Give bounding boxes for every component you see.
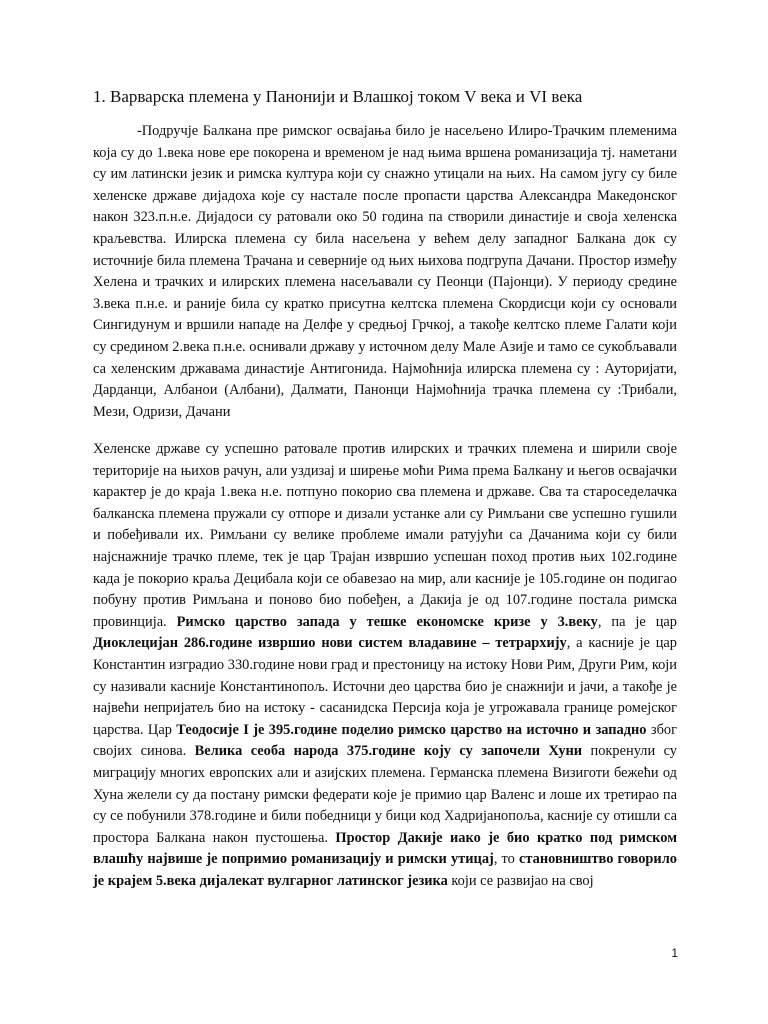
bold-text-run: Велика сеоба народа 375.године коју су започели Хуни xyxy=(194,743,583,760)
bold-text-run: становништво говорило је крајем 5.века дијалекат вулгарног латинског језика xyxy=(93,851,677,889)
text-run: , а касније је цар Константин изградио 330.године нови град и престоницу на истоку Нови Рим, Други Рим, који су називали касније Константинопољ. Источни део царства био је снажнији и јачи, а такође је највећи непријатељ био на истоку - сасанидска Персија која је угрожавала границе ромејског царства. Цар xyxy=(93,635,678,738)
bold-text-run: Теодосије I је 395.године поделио римско царство на источно и западно xyxy=(176,721,647,738)
paragraph-roman-empire xyxy=(93,439,677,892)
text-run: покренули су миграцију многих европских али и азијских племена. Германска племена Визиготи бежећи од Хуна желели су да постану римски федерати које је примио цар Валенс и лоше их третирао па су се побунили 378.године и били победници у бици код Хадријанопоља, касније су отишли са простора Балкана након пустошења. xyxy=(93,743,677,846)
text-run: који се развијао на свој xyxy=(447,872,594,889)
text-run: Хеленске државе су успешно ратовале против илирских и трачких племена и ширили своје територије на њихов рачун, али уздизај и ширење моћи Рима према Балкану и његов освајачки карактер је до краја 1.века н.е. потпуно покорио сва племена и државе. Сва та староседелачка балканска племена пружали су отпоре и дизали устанке али су Римљани све успешно гушили и побеђивали их. Римљани су велике проблеме имали ратујући са Дачанима који су били најснажније трачко племе, тек је цар Трајан извршио успешан поход против њих 102.године када је покорио краља Децибала који се обавезао на мир, али касније је 105.године он подигао побуну против Римљана и поново био побеђен, а Дакија је од 107.године постала римска провинција. xyxy=(93,441,677,630)
text-run: , то xyxy=(493,851,519,868)
text-run: због својих синова. xyxy=(93,721,677,760)
page-title: 1. Варварска племена у Панонији и Влашкој током V века и VI века xyxy=(93,87,583,106)
bold-text-run: Простор Дакије иако је био кратко под римском влашћу највише је попримио романизацију и римски утицај xyxy=(93,829,677,868)
bold-text-run: Римско царство запада у тешке економске кризе у 3.веку xyxy=(176,613,598,630)
text-run: , па је цар xyxy=(597,613,677,630)
bold-text-run: Диоклецијан 286.године извршио нови систем владавине – тетрархију xyxy=(93,635,567,652)
page-number: 1 xyxy=(671,946,678,960)
paragraph-intro: -Подручје Балкана пре римског освајања било је насељено Илиро-Трачким племенима која су до 1.века нове ере покорена и временом је над њима вршена романизација тј. наметани су им латински језик и римска култура који су снажно утицали на њих. На самом југу су биле хеленске државе дијадоха које су настале после пропасти царства Александра Македонског након 323.п.н.е. Дијадоси су ратовали око 50 година па створили династије и своја хеленска краљевства. Илирска племена су била насељена у већем делу западног Балкана док су источније била племена Трачана и северније од њих њихова подгрупа Дачани. Простор између Хелена и трачких и илирских племена насељавали су Пеонци (Пајонци). У периоду средине 3.века п.н.е. и раније била су кратко присутна келтска племена Скордисци који су основали Сингидунум и вршили нападе на Делфе у средњој Грчкој, а такође келтско племе Галати који су средином 2.века п.н.е. оснивали државу у источном делу Мале Азије и тамо се сукобљавали са хеленским државама династије Антигонида. Најмоћнија илирска племена су : Ауторијати, Дарданци, Албанои (Албани), Далмати, Панонци Најмоћнија трачка племена су :Трибали, Мези, Одризи, Дачани xyxy=(93,123,677,420)
